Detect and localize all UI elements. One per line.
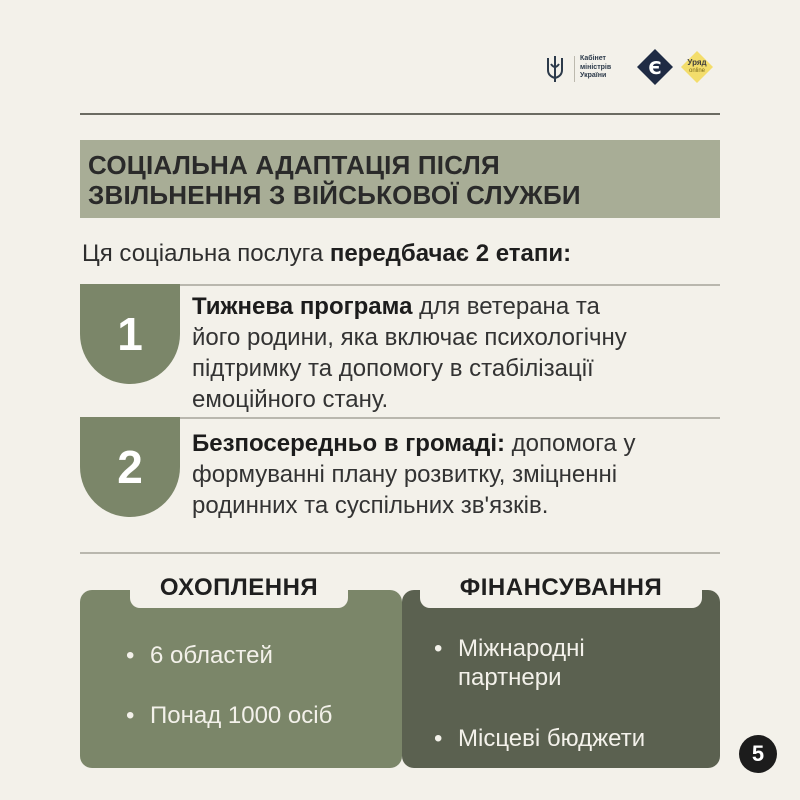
cabmin-line-2: міністрів xyxy=(580,63,612,71)
page-number-badge: 5 xyxy=(739,735,777,773)
stage-2-text xyxy=(192,428,722,521)
stage-2-top-rule xyxy=(180,417,720,419)
funding-label: ФІНАНСУВАННЯ xyxy=(420,568,702,608)
uryad-label: Уряд xyxy=(687,58,707,67)
coverage-item-regions: • 6 областей xyxy=(150,641,273,670)
intro-bold: передбачає 2 етапи: xyxy=(329,240,572,267)
stage-2-line-2: формуванні плану розвитку, зміцненні xyxy=(192,461,618,488)
intro-text xyxy=(82,240,571,268)
coverage-card xyxy=(80,590,402,768)
stage-1-line-4: емоційного стану. xyxy=(192,386,389,413)
uryad-logo-text xyxy=(680,59,714,75)
title-line-2: ЗВІЛЬНЕННЯ З ВІЙСЬКОВОЇ СЛУЖБИ xyxy=(88,180,581,210)
cabmin-logo-text xyxy=(580,55,636,81)
stage-1-line-3: підтримку та допомогу в стабілізації xyxy=(192,355,594,382)
funding-item-international-line-1: Міжнародні xyxy=(458,635,585,662)
stage-2-line-1: допомога у xyxy=(504,430,636,457)
stage-2-badge: 2 xyxy=(80,417,180,517)
stage-1-top-rule xyxy=(180,284,720,286)
uryad-sub-label: online xyxy=(688,68,705,74)
title-banner xyxy=(80,140,720,218)
logo-divider xyxy=(574,56,575,82)
stage-1-text xyxy=(192,291,722,415)
funding-item-international-line-2: партнери xyxy=(458,664,562,691)
coverage-label: ОХОПЛЕННЯ xyxy=(130,568,348,608)
partner-logos xyxy=(540,46,720,92)
diia-logo-icon xyxy=(636,48,674,86)
stage-2-line-3: родинних та суспільних зв'язків. xyxy=(192,492,549,519)
funding-item-local: • Місцеві бюджети xyxy=(458,724,645,753)
funding-item-international xyxy=(458,634,585,692)
trident-icon xyxy=(544,54,566,84)
stage-2-bold: Безпосередньо в громаді: xyxy=(192,430,505,457)
stage-1-line-1: для ветерана та xyxy=(412,293,600,320)
diia-glyph: Є xyxy=(648,58,662,79)
section-divider xyxy=(80,552,720,554)
header-divider xyxy=(80,113,720,115)
title-line-1: СОЦІАЛЬНА АДАПТАЦІЯ ПІСЛЯ xyxy=(88,150,500,180)
stage-1-bold: Тижнева програма xyxy=(192,293,413,320)
cabmin-line-1: Кабінет xyxy=(580,55,606,62)
stage-1-line-2: його родини, яка включає психологічну xyxy=(192,324,627,351)
stage-1-badge: 1 xyxy=(80,284,180,384)
coverage-item-people: • Понад 1000 осіб xyxy=(150,701,332,730)
cabmin-line-3: України xyxy=(580,72,607,79)
intro-regular: Ця соціальна послуга xyxy=(82,240,330,267)
